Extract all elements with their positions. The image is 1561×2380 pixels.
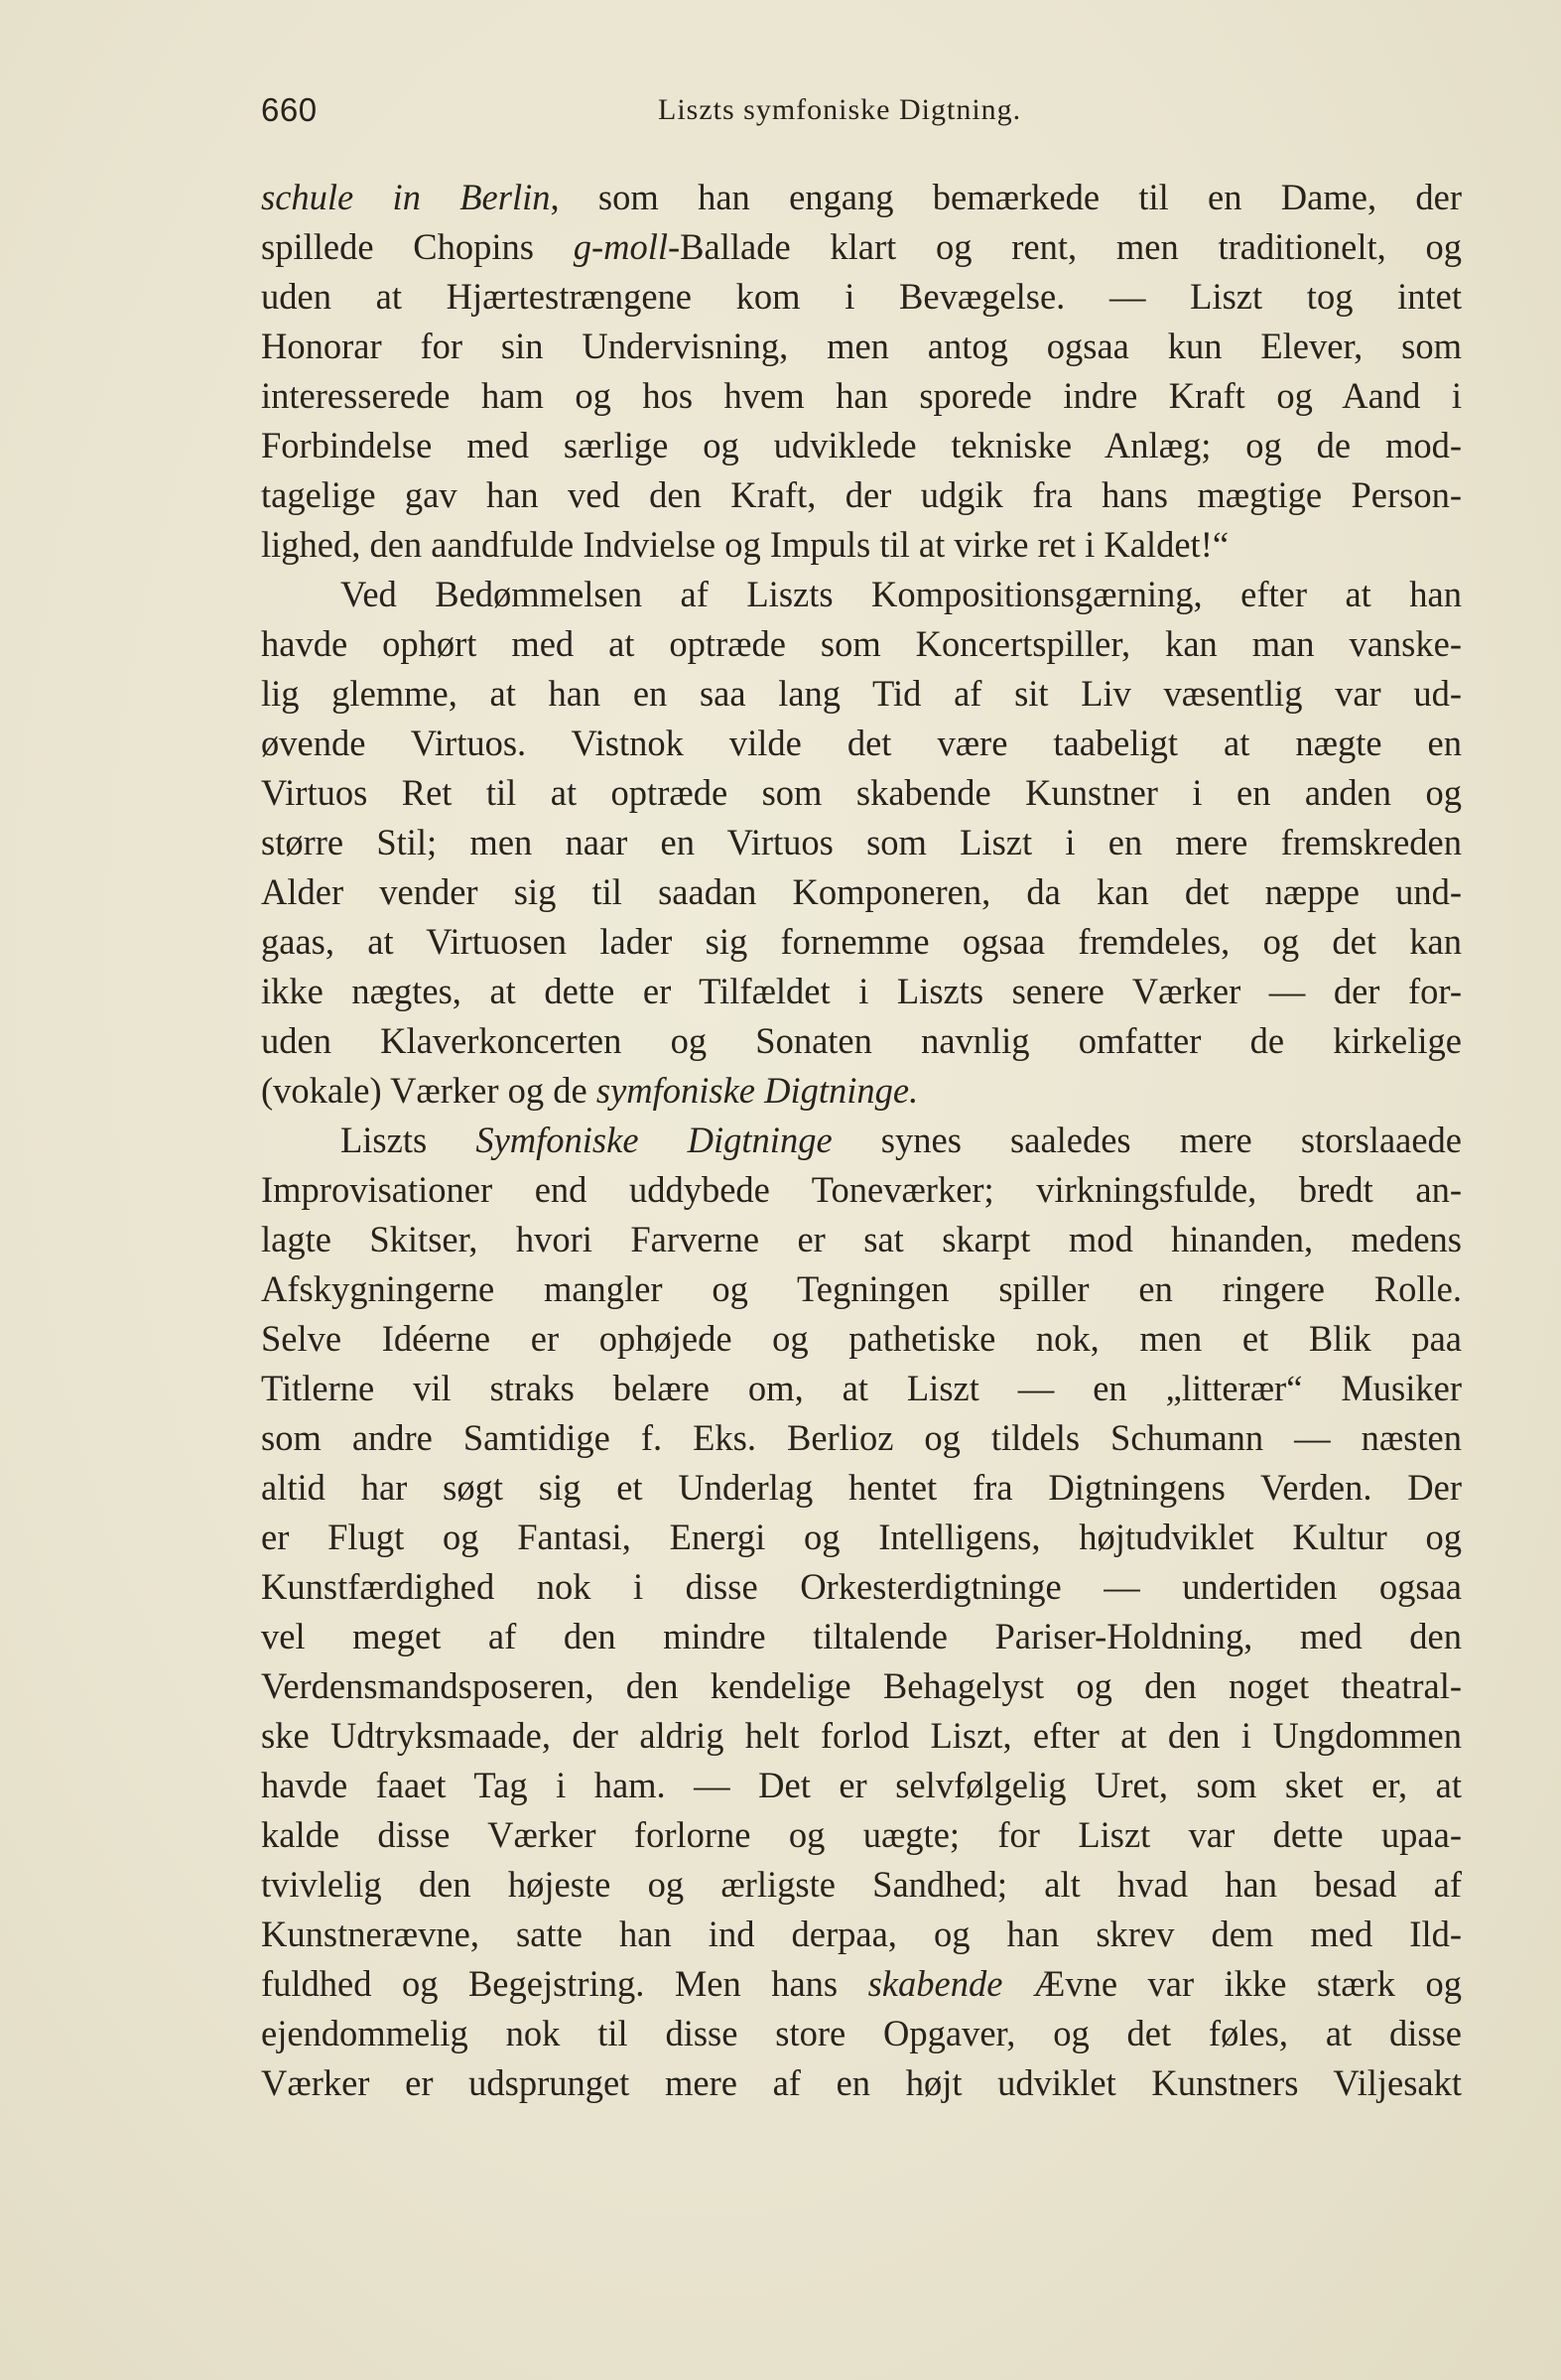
- text-line: [261, 1761, 1462, 1810]
- text-segment: større Stil; men naar en Virtuos som Liszt i en mere fremskreden: [261, 822, 1462, 862]
- text-line: [261, 570, 1462, 619]
- text-line: [261, 470, 1462, 520]
- text-line: [261, 222, 1462, 272]
- text-segment: tagelige gav han ved den Kraft, der udgik fra hans mægtige Person-: [261, 474, 1462, 515]
- italic-text: Symfoniske Digtninge: [475, 1120, 833, 1160]
- text-segment: Titlerne vil straks belære om, at Liszt — en „litterær“ Musiker: [261, 1368, 1462, 1408]
- text-line: [261, 322, 1462, 371]
- text-segment: ske Udtryksmaade, der aldrig helt forlod Liszt, efter at den i Ungdommen: [261, 1715, 1462, 1756]
- text-line: [261, 1364, 1462, 1413]
- text-segment: Ved Bedømmelsen af Liszts Kompositionsgærning, efter at han: [340, 574, 1462, 614]
- text-segment: lig glemme, at han en saa lang Tid af sit Liv væsentlig var ud-: [261, 673, 1462, 714]
- italic-text: schule in Berlin: [261, 177, 551, 217]
- italic-text: g-moll: [573, 226, 669, 267]
- text-line: [261, 1016, 1462, 1066]
- text-segment: ikke nægtes, at dette er Tilfældet i Liszts senere Værker — der for-: [261, 971, 1462, 1011]
- text-line: [261, 967, 1462, 1016]
- text-line: [261, 1066, 1462, 1116]
- text-segment: interesserede ham og hos hvem han sporede indre Kraft og Aand i: [261, 375, 1462, 416]
- text-line: [261, 173, 1462, 222]
- text-line: [261, 1463, 1462, 1513]
- text-segment: Forbindelse med særlige og udviklede tekniske Anlæg; og de mod-: [261, 425, 1462, 465]
- text-segment: altid har søgt sig et Underlag hentet fra Digtningens Verden. Der: [261, 1467, 1462, 1508]
- text-line: [261, 1413, 1462, 1463]
- text-segment: synes saaledes mere storslaaede: [832, 1120, 1463, 1160]
- text-segment: Virtuos Ret til at optræde som skabende Kunstner i en anden og: [261, 772, 1462, 813]
- text-line: [261, 272, 1462, 322]
- text-line: [261, 1562, 1462, 1612]
- text-segment: spillede Chopins: [261, 226, 574, 267]
- text-segment: (vokale) Værker og de: [261, 1070, 596, 1111]
- text-segment: Kunstfærdighed nok i disse Orkesterdigtninge — undertiden ogsaa: [261, 1566, 1462, 1607]
- text-line: [261, 1215, 1462, 1264]
- text-segment: Verdensmandsposeren, den kendelige Behagelyst og den noget theatral-: [261, 1665, 1462, 1706]
- text-line: [261, 1959, 1462, 2009]
- text-line: [261, 1116, 1462, 1165]
- text-line: [261, 421, 1462, 470]
- text-line: [261, 1910, 1462, 1959]
- text-line: [261, 1860, 1462, 1910]
- text-segment: ejendommelig nok til disse store Opgaver, og det føles, at disse: [261, 2013, 1462, 2053]
- page-header: [261, 91, 1462, 135]
- text-segment: som andre Samtidige f. Eks. Berlioz og tildels Schumann — næsten: [261, 1417, 1462, 1458]
- text-segment: havde faaet Tag i ham. — Det er selvfølgelig Uret, som sket er, at: [261, 1765, 1462, 1805]
- page-number: 660: [261, 91, 318, 128]
- text-line: [261, 1165, 1462, 1215]
- text-segment: uden Klaverkoncerten og Sonaten navnlig omfatter de kirkelige: [261, 1020, 1462, 1061]
- text-segment: Afskygningerne mangler og Tegningen spiller en ringere Rolle.: [261, 1268, 1462, 1309]
- text-segment: havde ophørt med at optræde som Koncertspiller, kan man vanske-: [261, 623, 1462, 664]
- italic-text: symfoniske Digtninge.: [595, 1070, 919, 1111]
- text-line: [261, 2058, 1462, 2108]
- text-line: [261, 520, 1462, 570]
- text-segment: gaas, at Virtuosen lader sig fornemme ogsaa fremdeles, og det kan: [261, 921, 1462, 962]
- text-line: [261, 1612, 1462, 1661]
- text-segment: fuldhed og Begejstring. Men hans: [261, 1963, 868, 2004]
- body-text: [261, 173, 1462, 2108]
- text-segment: øvende Virtuos. Vistnok vilde det være taabeligt at nægte en: [261, 723, 1462, 763]
- text-segment: kalde disse Værker forlorne og uægte; for Liszt var dette upaa-: [261, 1814, 1462, 1855]
- text-segment: uden at Hjærtestrængene kom i Bevægelse. — Liszt tog intet: [261, 276, 1462, 317]
- text-line: [261, 1810, 1462, 1860]
- text-segment: Værker er udsprunget mere af en højt udviklet Kunstners Viljesakt: [261, 2062, 1462, 2103]
- text-segment: tvivlelig den højeste og ærligste Sandhed; alt hvad han besad af: [261, 1864, 1462, 1905]
- text-line: [261, 669, 1462, 719]
- text-line: [261, 867, 1462, 917]
- text-line: [261, 917, 1462, 967]
- text-line: [261, 1264, 1462, 1314]
- text-segment: vel meget af den mindre tiltalende Pariser-Holdning, med den: [261, 1616, 1462, 1656]
- text-line: [261, 1661, 1462, 1711]
- text-line: [261, 719, 1462, 768]
- italic-text: skabende: [867, 1963, 1003, 2004]
- running-title: Liszts symfoniske Digtning.: [658, 93, 1022, 126]
- text-segment: er Flugt og Fantasi, Energi og Intelligens, højtudviklet Kultur og: [261, 1517, 1462, 1557]
- text-segment: , som han engang bemærkede til en Dame, der: [550, 177, 1462, 217]
- text-segment: lagte Skitser, hvori Farverne er sat skarpt mod hinanden, medens: [261, 1219, 1462, 1259]
- text-segment: Kunstnerævne, satte han ind derpaa, og han skrev dem med Ild-: [261, 1914, 1462, 1954]
- text-segment: Liszts: [340, 1120, 476, 1160]
- text-segment: -Ballade klart og rent, men traditionelt, og: [668, 226, 1463, 267]
- text-line: [261, 1513, 1462, 1562]
- text-line: [261, 768, 1462, 818]
- text-segment: Honorar for sin Undervisning, men antog ogsaa kun Elever, som: [261, 326, 1462, 366]
- text-line: [261, 1711, 1462, 1761]
- text-segment: Selve Idéerne er ophøjede og pathetiske nok, men et Blik paa: [261, 1318, 1462, 1359]
- text-line: [261, 619, 1462, 669]
- text-segment: Alder vender sig til saadan Komponeren, da kan det næppe und-: [261, 871, 1462, 912]
- text-line: [261, 818, 1462, 867]
- text-segment: Ævne var ikke stærk og: [1002, 1963, 1462, 2004]
- text-segment: Improvisationer end uddybede Toneværker; virkningsfulde, bredt an-: [261, 1169, 1462, 1210]
- text-line: [261, 371, 1462, 421]
- text-line: [261, 1314, 1462, 1364]
- text-segment: lighed, den aandfulde Indvielse og Impuls til at virke ret i Kaldet!“: [261, 524, 1230, 565]
- text-line: [261, 2009, 1462, 2058]
